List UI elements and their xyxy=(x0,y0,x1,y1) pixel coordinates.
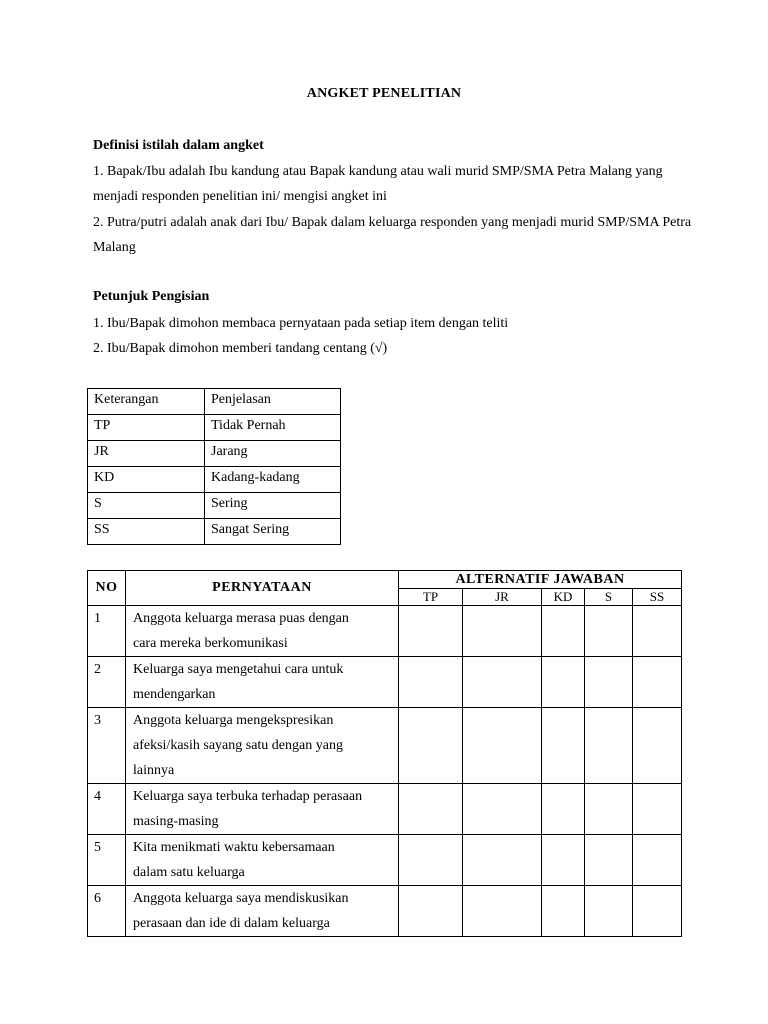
row-statement xyxy=(126,708,399,784)
survey-table xyxy=(87,570,682,937)
answer-cell-jr[interactable] xyxy=(463,606,542,657)
answer-cell-kd[interactable] xyxy=(542,657,585,708)
answer-cell-jr[interactable] xyxy=(463,708,542,784)
answer-cell-jr[interactable] xyxy=(463,886,542,937)
statement-line: dalam satu keluarga xyxy=(133,865,245,880)
table-row xyxy=(88,657,682,708)
answer-cell-ss[interactable] xyxy=(633,835,682,886)
option-header-ss: SS xyxy=(633,589,682,606)
option-header-tp: TP xyxy=(399,589,463,606)
legend-row xyxy=(88,415,341,441)
row-number: 5 xyxy=(88,835,126,886)
option-header-jr: JR xyxy=(463,589,542,606)
row-number: 6 xyxy=(88,886,126,937)
legend-code: JR xyxy=(88,441,205,467)
answer-cell-s[interactable] xyxy=(585,606,633,657)
definition-item-2: 2. Putra/putri adalah anak dari Ibu/ Bapak dalam keluarga responden yang menjadi murid SMP/SMA Petra Malang xyxy=(93,215,692,255)
answer-cell-kd[interactable] xyxy=(542,886,585,937)
instructions-heading: Petunjuk Pengisian xyxy=(93,289,210,304)
legend-row xyxy=(88,467,341,493)
statement-line: Anggota keluarga merasa puas dengan xyxy=(133,611,349,626)
answer-cell-kd[interactable] xyxy=(542,708,585,784)
legend-row xyxy=(88,493,341,519)
statement-line: mendengarkan xyxy=(133,687,216,702)
legend-row xyxy=(88,519,341,545)
statement-line: Kita menikmati waktu kebersamaan xyxy=(133,840,335,855)
legend-code: SS xyxy=(88,519,205,545)
statement-line: afeksi/kasih sayang satu dengan yang xyxy=(133,738,343,753)
instruction-item-2: 2. Ibu/Bapak dimohon memberi tandang centang (√) xyxy=(93,341,388,356)
row-number: 4 xyxy=(88,784,126,835)
table-row xyxy=(88,708,682,784)
answer-cell-ss[interactable] xyxy=(633,606,682,657)
legend-code: S xyxy=(88,493,205,519)
definition-item-1: 1. Bapak/Ibu adalah Ibu kandung atau Bapak kandung atau wali murid SMP/SMA Petra Malang yang menjadi responden penelitian ini/ mengisi angket ini xyxy=(93,164,663,204)
row-statement xyxy=(126,657,399,708)
answer-cell-ss[interactable] xyxy=(633,886,682,937)
statement-line: cara mereka berkomunikasi xyxy=(133,636,288,651)
legend-meaning: Sangat Sering xyxy=(205,519,341,545)
table-row xyxy=(88,835,682,886)
row-statement xyxy=(126,835,399,886)
legend-meaning: Tidak Pernah xyxy=(205,415,341,441)
row-number: 3 xyxy=(88,708,126,784)
table-row xyxy=(88,606,682,657)
column-header-answers: ALTERNATIF JAWABAN xyxy=(399,571,682,589)
legend-meaning: Kadang-kadang xyxy=(205,467,341,493)
document-title: ANGKET PENELITIAN xyxy=(306,86,462,101)
answer-cell-tp[interactable] xyxy=(399,784,463,835)
statement-line: Anggota keluarga saya mendiskusikan xyxy=(133,891,349,906)
answer-cell-jr[interactable] xyxy=(463,784,542,835)
legend-table xyxy=(87,388,341,545)
answer-cell-tp[interactable] xyxy=(399,657,463,708)
legend-code: KD xyxy=(88,467,205,493)
legend-code: TP xyxy=(88,415,205,441)
answer-cell-kd[interactable] xyxy=(542,835,585,886)
option-header-s: S xyxy=(585,589,633,606)
answer-cell-kd[interactable] xyxy=(542,606,585,657)
row-statement xyxy=(126,886,399,937)
answer-cell-kd[interactable] xyxy=(542,784,585,835)
legend-header-row xyxy=(88,389,341,415)
statement-line: Keluarga saya terbuka terhadap perasaan xyxy=(133,789,363,804)
answer-cell-s[interactable] xyxy=(585,835,633,886)
row-number: 2 xyxy=(88,657,126,708)
legend-header-meaning: Penjelasan xyxy=(205,389,341,415)
answer-cell-s[interactable] xyxy=(585,784,633,835)
answer-cell-tp[interactable] xyxy=(399,835,463,886)
statement-line: perasaan dan ide di dalam keluarga xyxy=(133,916,330,931)
row-number: 1 xyxy=(88,606,126,657)
statement-line: masing-masing xyxy=(133,814,219,829)
answer-cell-tp[interactable] xyxy=(399,886,463,937)
instruction-item-1: 1. Ibu/Bapak dimohon membaca pernyataan pada setiap item dengan teliti xyxy=(93,316,509,331)
answer-cell-tp[interactable] xyxy=(399,606,463,657)
answer-cell-s[interactable] xyxy=(585,657,633,708)
legend-meaning: Jarang xyxy=(205,441,341,467)
table-row xyxy=(88,784,682,835)
legend-header-code: Keterangan xyxy=(88,389,205,415)
answer-cell-s[interactable] xyxy=(585,886,633,937)
definitions-heading: Definisi istilah dalam angket xyxy=(93,138,264,153)
column-header-no: NO xyxy=(88,571,126,606)
legend-row xyxy=(88,441,341,467)
row-statement xyxy=(126,784,399,835)
answer-cell-ss[interactable] xyxy=(633,784,682,835)
statement-line: Keluarga saya mengetahui cara untuk xyxy=(133,662,344,677)
answer-cell-ss[interactable] xyxy=(633,657,682,708)
row-statement xyxy=(126,606,399,657)
answer-cell-jr[interactable] xyxy=(463,657,542,708)
answer-cell-ss[interactable] xyxy=(633,708,682,784)
statement-line: Anggota keluarga mengekspresikan xyxy=(133,713,334,728)
column-header-statement: PERNYATAAN xyxy=(126,571,399,606)
table-row xyxy=(88,886,682,937)
answer-cell-s[interactable] xyxy=(585,708,633,784)
answer-cell-jr[interactable] xyxy=(463,835,542,886)
legend-meaning: Sering xyxy=(205,493,341,519)
survey-header-row xyxy=(88,571,682,589)
option-header-kd: KD xyxy=(542,589,585,606)
answer-cell-tp[interactable] xyxy=(399,708,463,784)
statement-line: lainnya xyxy=(133,763,175,778)
